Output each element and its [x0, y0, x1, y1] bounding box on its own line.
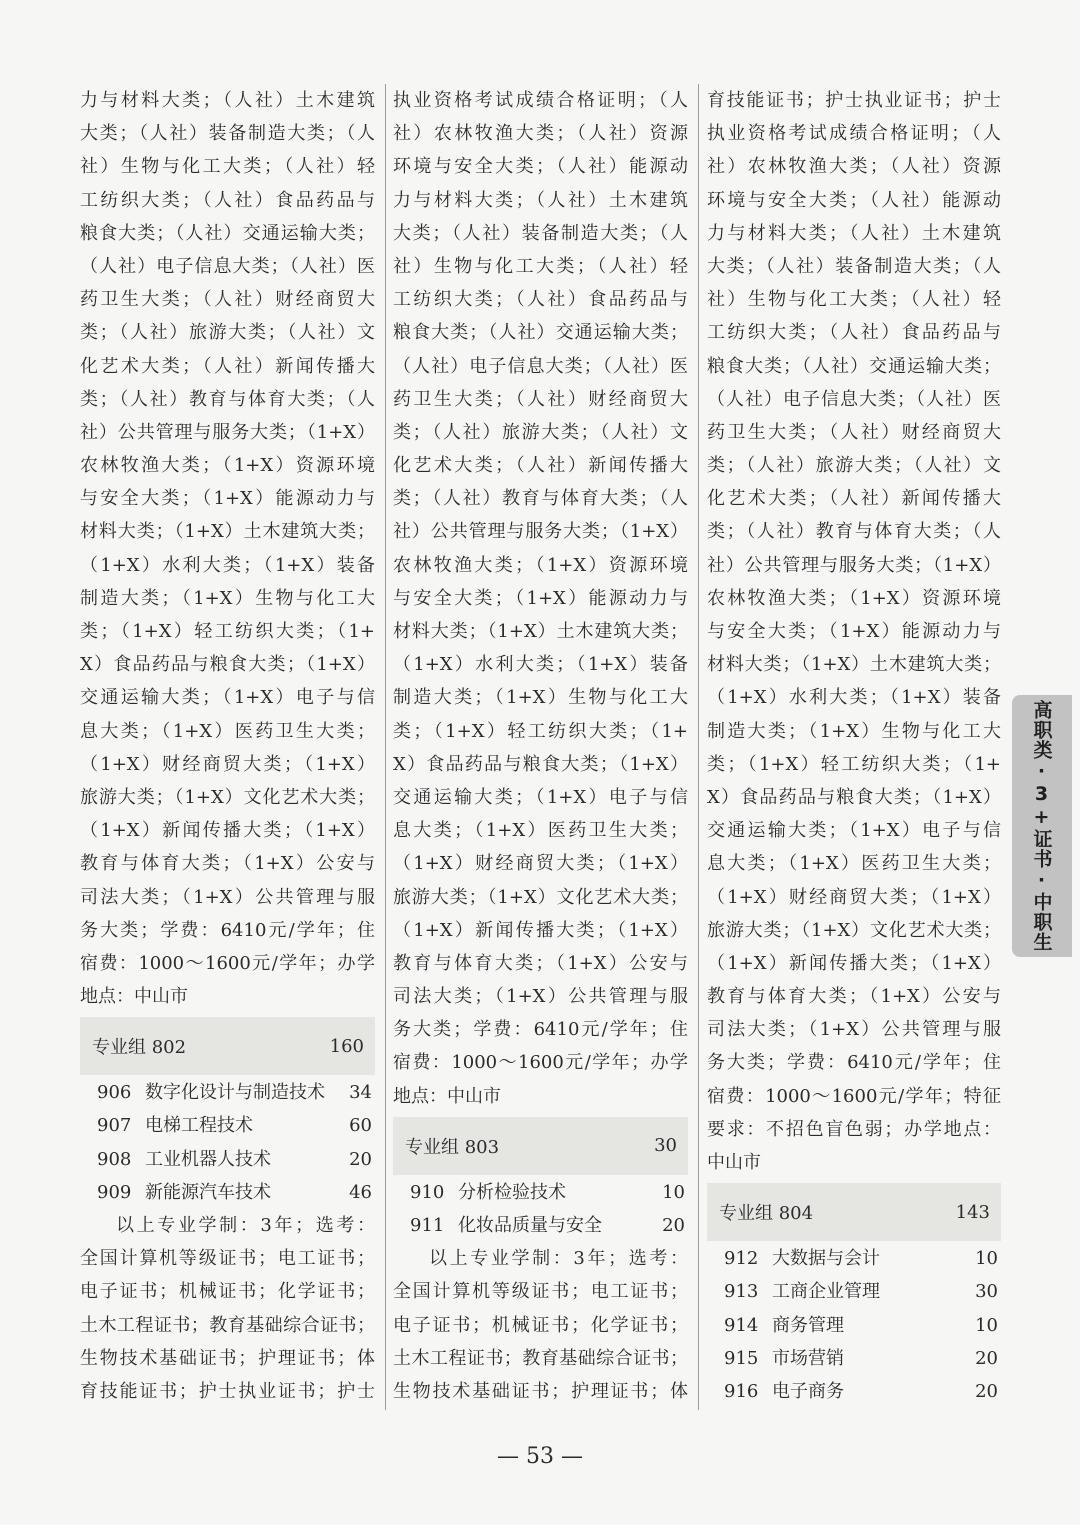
major-code: 908	[97, 1148, 132, 1170]
column-1	[80, 84, 375, 1408]
major-name: 大数据与会计	[772, 1248, 880, 1270]
text-line: 类；（人社）旅游大类；（人社）文	[393, 421, 688, 443]
text-line: 大类；（人社）装备制造大类；（人	[707, 255, 1001, 277]
text-line: 粮食大类；（人社）交通运输大类；	[80, 222, 375, 244]
note-line: 生物技术基础证书；护理证书；体	[393, 1380, 688, 1402]
text-line: 宿费：1000～1600元/学年；办学	[393, 1052, 688, 1074]
major-code: 907	[97, 1115, 132, 1137]
text-line: 司法大类；（1+X）公共管理与服	[80, 886, 375, 908]
major-name: 市场营销	[772, 1347, 844, 1369]
text-line: 育技能证书；护士执业证书；护士	[707, 90, 1001, 111]
text-line: 农林牧渔大类；（1+X）资源环境	[707, 587, 1001, 609]
text-line: 社）农林牧渔大类；（人社）资源	[393, 123, 688, 145]
major-code: 914	[724, 1314, 759, 1336]
text-line: 制造大类；（1+X）生物与化工大	[707, 720, 1001, 742]
major-row	[707, 1375, 1001, 1408]
text-line: 环境与安全大类；（人社）能源动	[707, 189, 1001, 211]
note-line: 全国计算机等级证书；电工证书；	[80, 1248, 375, 1270]
major-code: 906	[97, 1082, 132, 1104]
major-code: 913	[724, 1281, 759, 1303]
text-line: 息大类；（1+X）医药卫生大类；	[707, 853, 1001, 875]
side-tab-label: 高职类·3+证书·中职生	[1030, 700, 1053, 952]
text-line: 社）公共管理与服务大类；（1+X）	[393, 521, 688, 543]
column-2	[393, 84, 688, 1408]
major-name: 工业机器人技术	[145, 1148, 271, 1170]
text-line: 环境与安全大类；（人社）能源动	[393, 156, 688, 178]
group-label: 专业组 803	[405, 1136, 500, 1158]
major-row	[707, 1275, 1001, 1308]
note-line: 以上专业学制：3年；选考：	[429, 1248, 688, 1270]
text-line: （1+X）财经商贸大类；（1+X）	[393, 853, 688, 875]
major-list	[80, 1076, 375, 1209]
text-line: 教育与体育大类；（1+X）公安与	[707, 986, 1001, 1008]
major-quota: 30	[975, 1281, 998, 1303]
text-line: 旅游大类；（1+X）文化艺术大类；	[80, 786, 375, 808]
major-row	[80, 1109, 375, 1142]
group-label: 专业组 804	[719, 1203, 814, 1225]
major-quota: 46	[349, 1181, 372, 1203]
major-row	[393, 1209, 688, 1242]
major-code: 910	[410, 1181, 445, 1203]
note-line: 土木工程证书；教育基础综合证书；	[393, 1347, 688, 1369]
note-paragraph	[393, 1242, 688, 1408]
text-line: X）食品药品与粮食大类；（1+X）	[393, 753, 688, 775]
major-row	[393, 1176, 688, 1209]
major-quota: 20	[975, 1347, 998, 1369]
text-line: 制造大类；（1+X）生物与化工大	[393, 687, 688, 709]
text-line: （1+X）新闻传播大类；（1+X）	[80, 820, 375, 842]
text-line: 大类；（人社）装备制造大类；（人	[393, 222, 688, 244]
text-line: 力与材料大类；（人社）土木建筑	[707, 222, 1001, 244]
note-line: 以上专业学制：3年；选考：	[116, 1215, 375, 1236]
text-line: 类；（1+X）轻工纺织大类；（1+	[707, 753, 1001, 775]
text-line: 教育与体育大类；（1+X）公安与	[80, 853, 375, 875]
text-line: 执业资格考试成绩合格证明；（人	[707, 123, 1001, 145]
text-line: X）食品药品与粮食大类；（1+X）	[707, 786, 1001, 808]
text-line: 社）公共管理与服务大类；（1+X）	[80, 421, 375, 443]
text-line: 中山市	[707, 1152, 761, 1173]
text-line: 农林牧渔大类；（1+X）资源环境	[393, 554, 688, 576]
text-line: 粮食大类；（人社）交通运输大类；	[707, 355, 1001, 377]
text-line: 社）生物与化工大类；（人社）轻	[707, 289, 1001, 311]
text-line: （人社）电子信息大类；（人社）医	[80, 255, 375, 277]
major-group-header	[707, 1183, 1001, 1241]
major-name: 分析检验技术	[458, 1181, 566, 1203]
major-group-header	[80, 1017, 375, 1075]
text-line: 与安全大类；（1+X）能源动力与	[80, 488, 375, 510]
text-line: 务大类；学费：6410元/学年；住	[707, 1052, 1001, 1074]
text-line: 类；（1+X）轻工纺织大类；（1+	[393, 720, 688, 742]
text-line: 执业资格考试成绩合格证明；（人	[393, 90, 688, 111]
text-line: （人社）电子信息大类；（人社）医	[707, 388, 1001, 410]
text-line: 材料大类；（1+X）土木建筑大类；	[80, 521, 375, 543]
text-line: 类；（人社）教育与体育大类；（人	[393, 488, 688, 510]
major-name: 电梯工程技术	[145, 1115, 253, 1137]
text-line: 地点：中山市	[393, 1085, 501, 1107]
text-line: 地点：中山市	[80, 986, 188, 1008]
text-line: 工纺织大类；（人社）食品药品与	[393, 289, 688, 311]
group-label: 专业组 802	[92, 1037, 187, 1059]
column-3	[707, 84, 1001, 1408]
major-row	[80, 1143, 375, 1176]
text-line: 材料大类；（1+X）土木建筑大类；	[393, 621, 688, 642]
text-line: 社）生物与化工大类；（人社）轻	[393, 255, 688, 277]
text-line: 类；（人社）教育与体育大类；（人	[80, 388, 375, 410]
group-total: 143	[955, 1201, 990, 1223]
note-line: 全国计算机等级证书；电工证书；	[393, 1281, 688, 1303]
text-line: （1+X）新闻传播大类；（1+X）	[393, 919, 688, 941]
section-side-tab	[1012, 695, 1072, 957]
text-line: 类；（人社）教育与体育大类；（人	[707, 521, 1001, 543]
text-line: 教育与体育大类；（1+X）公安与	[393, 952, 688, 974]
major-quota: 10	[975, 1248, 998, 1270]
major-code: 911	[410, 1215, 445, 1236]
note-line: 生物技术基础证书；护理证书；体	[80, 1347, 375, 1369]
text-line: 工纺织大类；（人社）食品药品与	[80, 189, 375, 211]
note-paragraph	[80, 1209, 375, 1408]
text-line: X）食品药品与粮食大类；（1+X）	[80, 654, 375, 676]
text-line: 类；（人社）旅游大类；（人社）文	[707, 455, 1001, 477]
text-line: 交通运输大类；（1+X）电子与信	[80, 687, 375, 709]
major-quota: 34	[349, 1082, 372, 1104]
text-line: （1+X）水利大类；（1+X）装备	[707, 687, 1001, 709]
text-line: 社）生物与化工大类；（人社）轻	[80, 156, 375, 178]
major-code: 909	[97, 1181, 132, 1203]
major-row	[707, 1309, 1001, 1342]
text-line: 制造大类；（1+X）生物与化工大	[80, 587, 375, 609]
column-rule	[698, 84, 699, 1410]
major-list	[707, 1242, 1001, 1408]
text-line: 材料大类；（1+X）土木建筑大类；	[707, 654, 1001, 676]
major-row	[707, 1242, 1001, 1275]
text-line: 大类；（人社）装备制造大类；（人	[80, 123, 375, 145]
text-line: 要求：不招色盲色弱；办学地点：	[707, 1118, 1001, 1140]
major-row	[80, 1076, 375, 1109]
text-line: 宿费：1000～1600元/学年；办学	[80, 952, 375, 974]
major-row	[707, 1342, 1001, 1375]
text-line: 化艺术大类；（人社）新闻传播大	[393, 455, 688, 477]
text-line: 社）农林牧渔大类；（人社）资源	[707, 156, 1001, 178]
major-row	[80, 1176, 375, 1209]
text-line: 农林牧渔大类；（1+X）资源环境	[80, 455, 375, 477]
text-line: 药卫生大类；（人社）财经商贸大	[393, 388, 688, 410]
text-line: 化艺术大类；（人社）新闻传播大	[707, 488, 1001, 510]
text-line: 力与材料大类；（人社）土木建筑	[393, 189, 688, 211]
major-name: 新能源汽车技术	[145, 1181, 271, 1203]
major-quota: 10	[662, 1181, 685, 1203]
body-paragraph	[707, 84, 1001, 1179]
major-code: 915	[724, 1347, 759, 1369]
major-quota: 20	[975, 1380, 998, 1402]
text-line: 社）公共管理与服务大类；（1+X）	[707, 554, 1001, 576]
text-line: 司法大类；（1+X）公共管理与服	[707, 1019, 1001, 1041]
group-total: 160	[329, 1035, 364, 1057]
body-paragraph	[393, 84, 688, 1113]
text-line: 宿费：1000～1600元/学年；特征	[707, 1085, 1001, 1107]
text-line: 类；（人社）旅游大类；（人社）文	[80, 322, 375, 344]
text-line: 粮食大类；（人社）交通运输大类；	[393, 322, 688, 344]
text-line: （1+X）财经商贸大类；（1+X）	[707, 886, 1001, 908]
text-line: 力与材料大类；（人社）土木建筑	[80, 90, 375, 111]
note-line: 育技能证书；护士执业证书；护士	[80, 1380, 375, 1402]
text-line: 与安全大类；（1+X）能源动力与	[707, 621, 1001, 642]
text-line: （人社）电子信息大类；（人社）医	[393, 355, 688, 377]
text-line: （1+X）水利大类；（1+X）装备	[80, 554, 375, 576]
text-line: 化艺术大类；（人社）新闻传播大	[80, 355, 375, 377]
major-quota: 60	[349, 1115, 372, 1137]
body-paragraph	[80, 84, 375, 1013]
text-line: （1+X）新闻传播大类；（1+X）	[707, 952, 1001, 974]
text-line: （1+X）水利大类；（1+X）装备	[393, 654, 688, 676]
text-line: 息大类；（1+X）医药卫生大类；	[80, 720, 375, 742]
note-line: 电子证书；机械证书；化学证书；	[80, 1281, 375, 1303]
note-line: 电子证书；机械证书；化学证书；	[393, 1314, 688, 1336]
major-quota: 20	[662, 1215, 685, 1236]
text-line: 司法大类；（1+X）公共管理与服	[393, 986, 688, 1008]
page-number: — 53 —	[497, 1444, 583, 1469]
text-line: 类；（1+X）轻工纺织大类；（1+	[80, 621, 375, 642]
text-line: 务大类；学费：6410元/学年；住	[80, 919, 375, 941]
major-name: 工商企业管理	[772, 1281, 880, 1303]
major-list	[393, 1176, 688, 1242]
major-name: 数字化设计与制造技术	[145, 1082, 325, 1104]
note-line: 土木工程证书；教育基础综合证书；	[80, 1314, 375, 1336]
column-rule	[385, 84, 386, 1410]
text-line: 交通运输大类；（1+X）电子与信	[707, 820, 1001, 842]
text-line: 息大类；（1+X）医药卫生大类；	[393, 820, 688, 842]
text-line: 药卫生大类；（人社）财经商贸大	[80, 289, 375, 311]
text-line: 与安全大类；（1+X）能源动力与	[393, 587, 688, 609]
major-quota: 20	[349, 1148, 372, 1170]
text-line: 交通运输大类；（1+X）电子与信	[393, 786, 688, 808]
major-name: 电子商务	[772, 1380, 844, 1402]
text-line: 药卫生大类；（人社）财经商贸大	[707, 421, 1001, 443]
text-line: 旅游大类；（1+X）文化艺术大类；	[707, 919, 1001, 941]
text-line: 旅游大类；（1+X）文化艺术大类；	[393, 886, 688, 908]
group-total: 30	[654, 1135, 677, 1157]
major-quota: 10	[975, 1314, 998, 1336]
major-code: 912	[724, 1248, 759, 1270]
text-line: 工纺织大类；（人社）食品药品与	[707, 322, 1001, 344]
major-group-header	[393, 1117, 688, 1175]
major-code: 916	[724, 1380, 759, 1402]
major-name: 化妆品质量与安全	[458, 1215, 602, 1236]
text-line: 务大类；学费：6410元/学年；住	[393, 1019, 688, 1041]
major-name: 商务管理	[772, 1314, 844, 1336]
text-line: （1+X）财经商贸大类；（1+X）	[80, 753, 375, 775]
